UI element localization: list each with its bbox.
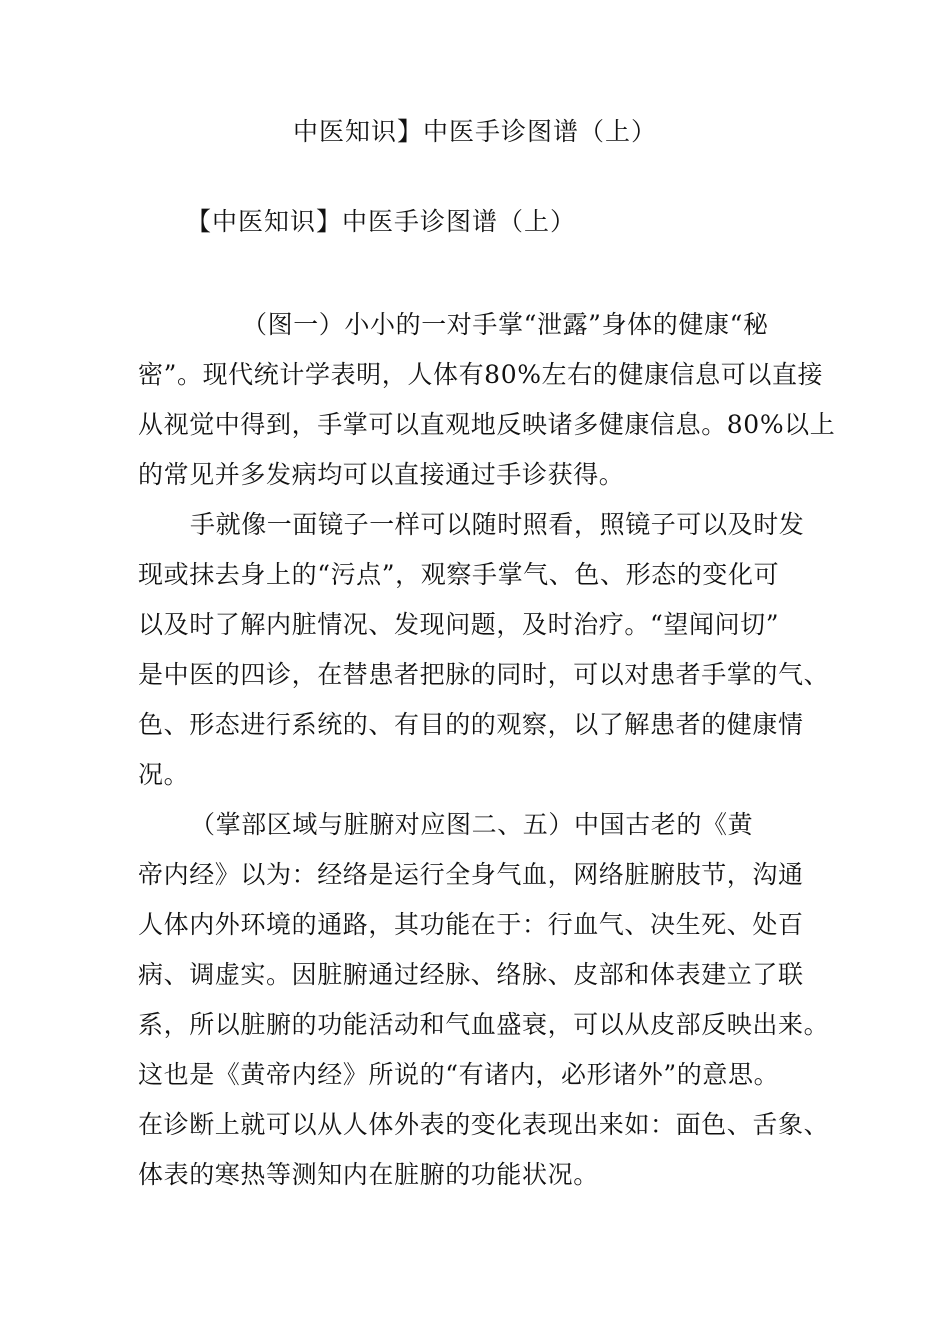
text-line: 在诊断上就可以从人体外表的变化表现出来如：面色、舌象、	[138, 1110, 830, 1139]
text-line: 病、调虚实。因脏腑通过经脉、络脉、皮部和体表建立了联	[138, 960, 804, 989]
text-line: 的常见并多发病均可以直接通过手诊获得。	[138, 460, 625, 489]
document-subtitle: 【中医知识】中医手诊图谱（上）	[186, 207, 577, 236]
text-line: 以及时了解内脏情况、发现问题，及时治疗。“望闻问切”	[138, 610, 780, 639]
text-line: 况。	[138, 760, 190, 789]
text-line: 帝内经》以为：经络是运行全身气血，网络脏腑肢节，沟通	[138, 860, 804, 889]
text-line: 密”。现代统计学表明，人体有80%左右的健康信息可以直接	[138, 360, 824, 389]
text-line: 色、形态进行系统的、有目的的观察，以了解患者的健康情	[138, 710, 804, 739]
text-line: 人体内外环境的通路，其功能在于：行血气、决生死、处百	[138, 910, 804, 939]
text-line: 是中医的四诊，在替患者把脉的同时，可以对患者手掌的气、	[138, 660, 830, 689]
document-body	[138, 300, 836, 1200]
text-line: 这也是《黄帝内经》所说的“有诸内，必形诸外”的意思。	[138, 1060, 780, 1089]
text-line: 手就像一面镜子一样可以随时照看，照镜子可以及时发	[190, 510, 805, 539]
text-line: （图一）小小的一对手掌“泄露”身体的健康“秘	[242, 310, 769, 339]
text-line: 系，所以脏腑的功能活动和气血盛衰，可以从皮部反映出来。	[138, 1010, 830, 1039]
text-line: 现或抹去身上的“污点”，观察手掌气、色、形态的变化可	[138, 560, 780, 589]
text-line: 体表的寒热等测知内在脏腑的功能状况。	[138, 1160, 599, 1189]
text-line: （掌部区域与脏腑对应图二、五）中国古老的《黄	[190, 810, 754, 839]
document-title: 中医知识】中医手诊图谱（上）	[292, 117, 657, 146]
text-line: 从视觉中得到，手掌可以直观地反映诸多健康信息。80%以上	[138, 410, 836, 439]
